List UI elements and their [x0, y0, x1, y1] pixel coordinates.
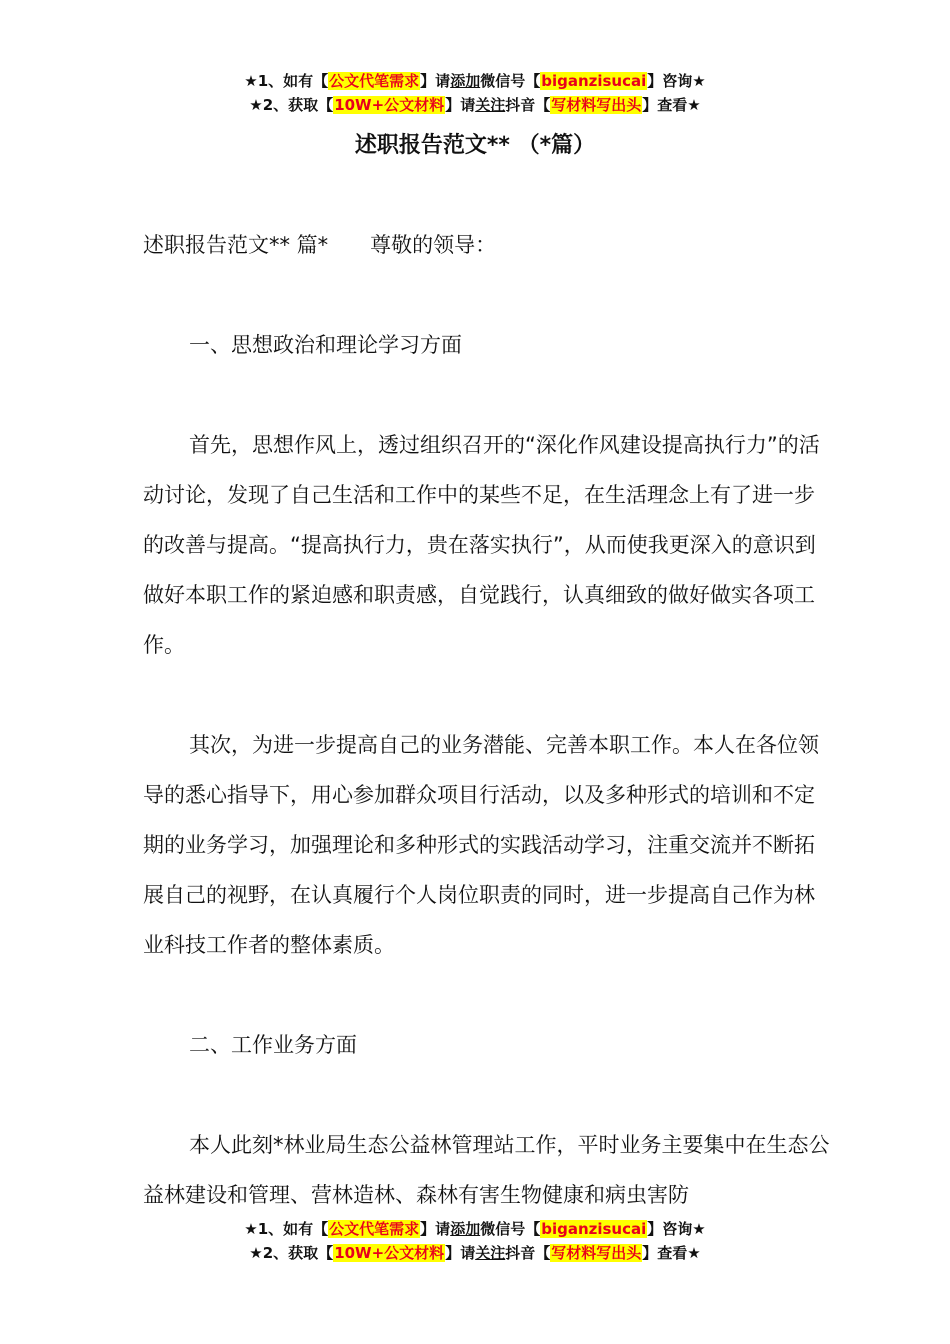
banner-text: 】请	[420, 72, 451, 90]
banner-text: 】咨询★	[647, 1220, 706, 1238]
paragraph-2: 其次，为进一步提高自己的业务潜能、完善本职工作。本人在各位领导的悉心指导下，用心参加群众项目行活动，以及多种形式的培训和不定期的业务学习，加强理论和多种形式的实践活动学习，注重交流并不断拓展自己的视野，在认真履行个人岗位职责的同时，进一步提高自己作为林业科技工作者的整体素质。	[143, 733, 819, 957]
section-heading-1: 一、思想政治和理论学习方面	[189, 333, 462, 357]
banner-text: 】咨询★	[647, 72, 706, 90]
banner-highlight: 写材料写出头	[551, 1244, 642, 1262]
paragraph-gap	[143, 1070, 833, 1120]
banner-highlight: 写材料写出头	[551, 96, 642, 114]
banner-highlight: biganzisucai	[541, 72, 647, 90]
header-banner	[0, 70, 950, 118]
paragraph-gap	[143, 270, 833, 320]
paragraph-gap	[143, 370, 833, 420]
banner-highlight: 公文代笔需求	[329, 72, 420, 90]
banner-text: ★1、如有【	[244, 1220, 329, 1238]
banner-text: ★2、获取【	[249, 1244, 334, 1262]
banner-text: 微信号【	[480, 1220, 541, 1238]
banner-text: 抖音【	[505, 1244, 551, 1262]
banner-underlined: 添加	[450, 1220, 481, 1238]
banner-text: ★2、获取【	[249, 96, 334, 114]
banner-text: 】查看★	[642, 1244, 701, 1262]
banner-highlight: biganzisucai	[541, 1220, 647, 1238]
banner-text: 】请	[445, 1244, 476, 1262]
banner-text: 】请	[445, 96, 476, 114]
opening-line: 述职报告范文** 篇* 尊敬的领导：	[143, 233, 497, 257]
banner-highlight: 10W+公文材料	[334, 1244, 445, 1262]
banner-line-1	[0, 70, 950, 94]
banner-text: 抖音【	[505, 96, 551, 114]
banner-underlined: 关注	[475, 1244, 506, 1262]
banner-line-1	[0, 1218, 950, 1242]
banner-highlight: 10W+公文材料	[334, 96, 445, 114]
banner-underlined: 关注	[475, 96, 506, 114]
paragraph-gap	[143, 970, 833, 1020]
document-body	[143, 220, 833, 1220]
footer-banner	[0, 1218, 950, 1266]
banner-highlight: 公文代笔需求	[329, 1220, 420, 1238]
banner-line-2	[0, 94, 950, 118]
paragraph-1: 首先，思想作风上，透过组织召开的“深化作风建设提高执行力”的活动讨论，发现了自己生活和工作中的某些不足，在生活理念上有了进一步的改善与提高。“提高执行力，贵在落实执行”，从而使我更深入的意识到做好本职工作的紧迫感和职责感，自觉践行，认真细致的做好做实各项工作。	[143, 433, 820, 657]
section-heading-2: 二、工作业务方面	[189, 1033, 357, 1057]
banner-text: ★1、如有【	[244, 72, 329, 90]
banner-text: 】请	[420, 1220, 451, 1238]
document-title: 述职报告范文** （*篇）	[354, 133, 596, 158]
paragraph-gap	[143, 670, 833, 720]
banner-text: 微信号【	[480, 72, 541, 90]
paragraph-3: 本人此刻*林业局生态公益林管理站工作，平时业务主要集中在生态公益林建设和管理、营林造林、森林有害生物健康和病虫害防	[143, 1133, 830, 1207]
banner-line-2	[0, 1242, 950, 1266]
banner-text: 】查看★	[642, 96, 701, 114]
banner-underlined: 添加	[450, 72, 481, 90]
